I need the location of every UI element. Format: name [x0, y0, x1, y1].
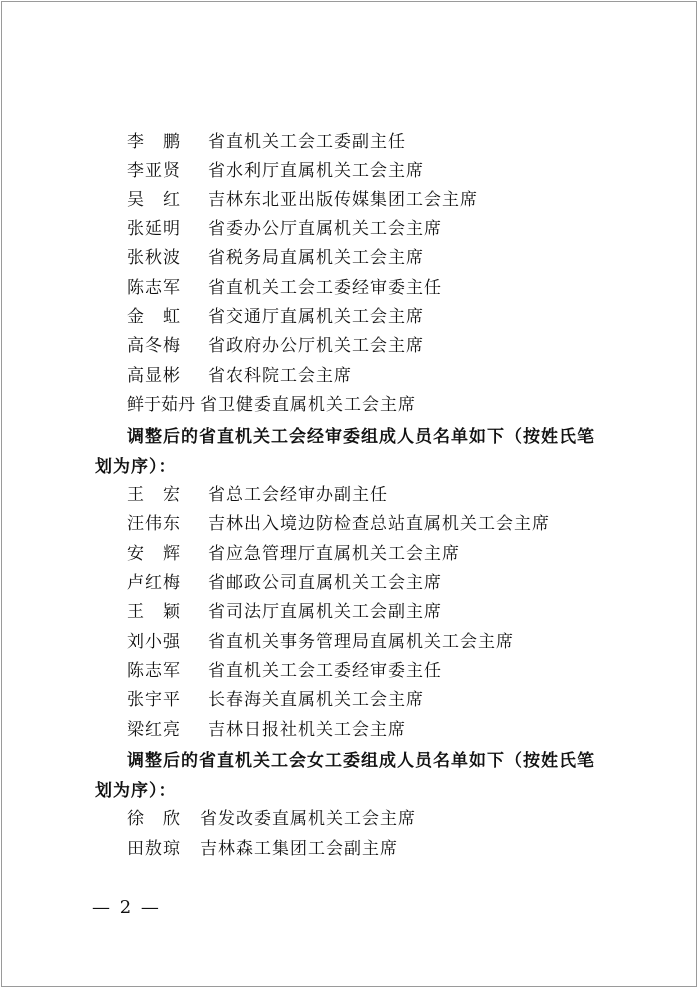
- list-item: [0, 715, 700, 745]
- section-heading-audit-committee: [95, 422, 615, 482]
- list-item: [0, 597, 700, 627]
- list-item: [0, 627, 700, 657]
- member-name: 田敖琼: [127, 839, 181, 859]
- member-role: 省直机关事务管理局直属机关工会主席: [208, 632, 514, 652]
- list-item: [0, 804, 700, 834]
- member-name: 陈志军: [127, 661, 181, 681]
- member-role: 长春海关直属机关工会主席: [208, 690, 424, 710]
- heading-line-1: 调整后的省直机关工会经审委组成人员名单如下（按姓氏笔: [127, 427, 595, 447]
- member-role: 省农科院工会主席: [208, 366, 352, 386]
- member-name: 李亚贤: [127, 161, 181, 181]
- member-role: 吉林出入境边防检查总站直属机关工会主席: [208, 514, 550, 534]
- list-item: [0, 302, 700, 332]
- member-role: 省直机关工会工委经审委主任: [208, 661, 442, 681]
- list-item: [0, 568, 700, 598]
- list-item: [0, 834, 700, 864]
- member-name: 高冬梅: [127, 336, 181, 356]
- member-role: 省总工会经审办副主任: [208, 485, 388, 505]
- member-role: 省委办公厅直属机关工会主席: [208, 219, 442, 239]
- member-name: 张秋波: [127, 248, 181, 268]
- member-name: 卢红梅: [127, 573, 181, 593]
- member-role: 省交通厅直属机关工会主席: [208, 307, 424, 327]
- member-role: 省直机关工会工委副主任: [208, 132, 406, 152]
- list-item: [0, 331, 700, 361]
- list-item: [0, 127, 700, 157]
- member-name: 陈志军: [127, 278, 181, 298]
- member-role: 省司法厅直属机关工会副主席: [208, 602, 442, 622]
- page-number: — 2 —: [92, 897, 161, 918]
- list-item: [0, 539, 700, 569]
- member-role: 省应急管理厅直属机关工会主席: [208, 544, 460, 564]
- list-item: [0, 390, 700, 420]
- member-name: 安 辉: [127, 544, 181, 564]
- member-name: 吴 红: [127, 190, 181, 210]
- member-name: 刘小强: [127, 632, 181, 652]
- member-name: 鲜于茹丹: [127, 395, 195, 415]
- member-name: 张延明: [127, 219, 181, 239]
- member-role: 吉林森工集团工会副主席: [200, 839, 398, 859]
- member-role: 省政府办公厅机关工会主席: [208, 336, 424, 356]
- member-name: 徐 欣: [127, 809, 181, 829]
- member-name: 张宇平: [127, 690, 181, 710]
- member-role: 省邮政公司直属机关工会主席: [208, 573, 442, 593]
- list-item: [0, 509, 700, 539]
- member-name: 金 虹: [127, 307, 181, 327]
- list-item: [0, 156, 700, 186]
- member-name: 汪伟东: [127, 514, 181, 534]
- list-item: [0, 185, 700, 215]
- member-role: 省卫健委直属机关工会主席: [200, 395, 416, 415]
- list-item: [0, 273, 700, 303]
- member-name: 梁红亮: [127, 720, 181, 740]
- list-item: [0, 361, 700, 391]
- member-name: 李 鹏: [127, 132, 181, 152]
- member-name: 王 颖: [127, 602, 181, 622]
- list-item: [0, 480, 700, 510]
- member-role: 省发改委直属机关工会主席: [200, 809, 416, 829]
- list-item: [0, 656, 700, 686]
- member-role: 省直机关工会工委经审委主任: [208, 278, 442, 298]
- list-item: [0, 243, 700, 273]
- member-name: 高显彬: [127, 366, 181, 386]
- list-item: [0, 685, 700, 715]
- list-item: [0, 214, 700, 244]
- member-role: 吉林东北亚出版传媒集团工会主席: [208, 190, 478, 210]
- heading-line-2: 划为序）：: [95, 457, 177, 477]
- member-name: 王 宏: [127, 485, 181, 505]
- member-role: 吉林日报社机关工会主席: [208, 720, 406, 740]
- section-heading-women-committee: [95, 746, 615, 806]
- member-role: 省水利厅直属机关工会主席: [208, 161, 424, 181]
- heading-line-2: 划为序）：: [95, 781, 177, 801]
- heading-line-1: 调整后的省直机关工会女工委组成人员名单如下（按姓氏笔: [127, 751, 595, 771]
- member-role: 省税务局直属机关工会主席: [208, 248, 424, 268]
